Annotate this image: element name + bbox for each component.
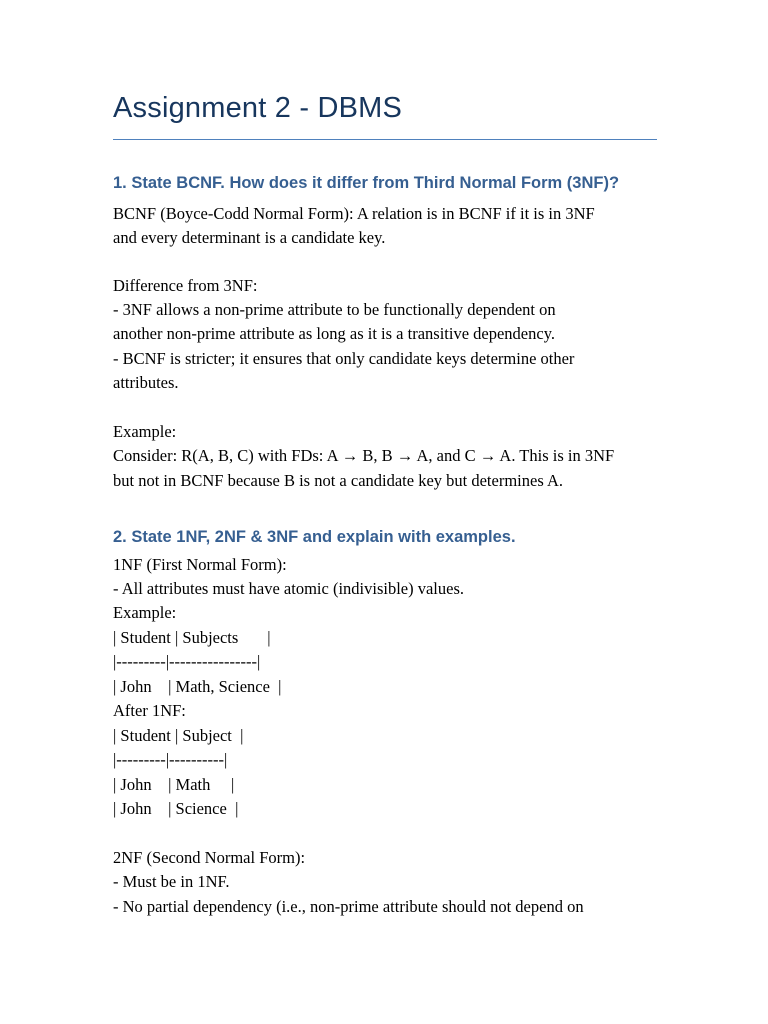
q1-line: Example:: [113, 422, 177, 441]
q1-line: BCNF (Boyce-Codd Normal Form): A relation is in BCNF if it is in 3NF: [113, 204, 595, 223]
document-title: Assignment 2 - DBMS: [113, 92, 403, 124]
q2-line: After 1NF:: [113, 701, 186, 720]
q2-table-row: | John | Science |: [113, 799, 239, 818]
q2-table-row: | John | Math, Science |: [113, 677, 282, 696]
q2-line: Example:: [113, 603, 177, 622]
q1-line: attributes.: [113, 373, 179, 392]
q1-heading: 1. State BCNF. How does it differ from Third Normal Form (3NF)?: [113, 174, 620, 192]
q1-line: - 3NF allows a non-prime attribute to be functionally dependent on: [113, 300, 556, 319]
q1-line: another non-prime attribute as long as it is a transitive dependency.: [113, 324, 556, 343]
q2-line: 1NF (First Normal Form):: [113, 555, 287, 574]
q1-line: - BCNF is stricter; it ensures that only candidate keys determine other: [113, 349, 575, 368]
q2-table-row: |---------|----------------|: [113, 652, 261, 671]
q1-line: Difference from 3NF:: [113, 276, 258, 295]
q2-line: - Must be in 1NF.: [113, 872, 230, 891]
q1-line: but not in BCNF because B is not a candidate key but determines A.: [113, 471, 564, 490]
q2-table-row: |---------|----------|: [113, 750, 228, 769]
q2-table-row: | John | Math |: [113, 775, 235, 794]
q2-line: 2NF (Second Normal Form):: [113, 848, 306, 867]
title-underline: [113, 139, 657, 140]
q2-table-row: | Student | Subject |: [113, 726, 244, 745]
q2-heading: 2. State 1NF, 2NF & 3NF and explain with examples.: [113, 528, 516, 546]
q2-table-row: | Student | Subjects |: [113, 628, 271, 647]
q1-line: and every determinant is a candidate key.: [113, 228, 386, 247]
q2-line: - All attributes must have atomic (indivisible) values.: [113, 579, 465, 598]
q2-line: - No partial dependency (i.e., non-prime attribute should not depend on: [113, 897, 584, 916]
q1-line: Consider: R(A, B, C) with FDs: A → B, B → A, and C → A. This is in 3NF: [113, 446, 615, 465]
